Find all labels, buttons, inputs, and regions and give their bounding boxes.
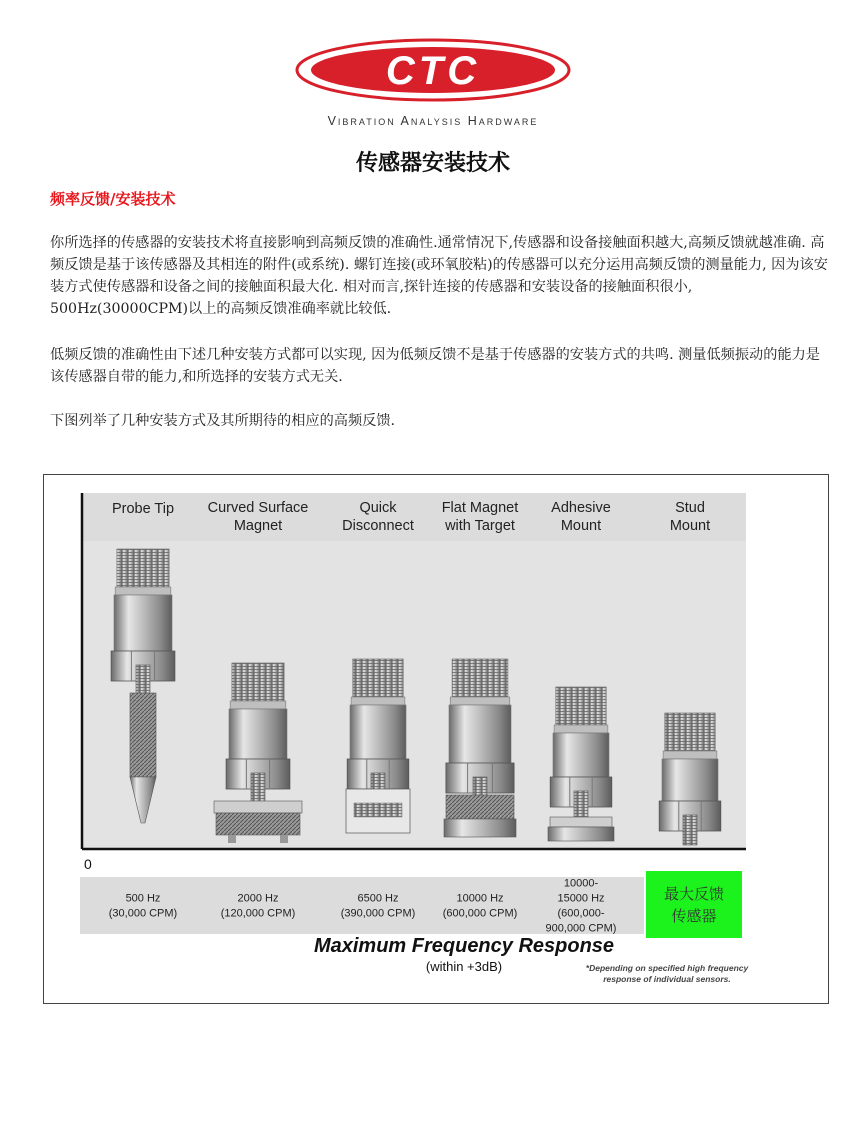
header-label-4: with Target <box>445 518 515 534</box>
paragraph-3: 下图列举了几种安装方式及其所期待的相应的高频反馈. <box>50 413 396 429</box>
header-label-5: Adhesive <box>551 500 611 516</box>
footnote-line-2: response of individual sensors. <box>603 974 731 984</box>
value-label-3: 6500 Hz <box>357 892 399 905</box>
sensor-body <box>553 733 609 777</box>
chart-subtitle: (within +3dB) <box>425 959 503 974</box>
sensor-collar <box>351 697 405 705</box>
header-label-5: Mount <box>560 518 602 534</box>
sensor-stud <box>574 791 588 821</box>
y-origin-label: 0 <box>84 856 92 872</box>
header-label-6: Stud <box>675 500 705 516</box>
footnote-line-1: *Depending on specified high frequency <box>585 963 749 973</box>
target-disk <box>444 819 516 837</box>
header-label-3: Quick <box>359 500 397 516</box>
header-label-3: Disconnect <box>342 518 414 534</box>
ctc-logo <box>294 38 572 130</box>
sensor-thread <box>665 713 715 751</box>
page-title: 传感器安装技术 <box>355 151 510 176</box>
sensor-stud <box>683 815 697 845</box>
magnet-top <box>214 801 302 813</box>
sensor-thread <box>353 659 403 697</box>
magnet-foot <box>280 835 288 843</box>
section-subheading: 频率反馈/安装技术 <box>50 190 176 208</box>
sensor-collar <box>230 701 286 709</box>
max-response-line-1: 最大反馈 <box>663 884 724 903</box>
value-label-5: 900,000 CPM) <box>545 922 617 935</box>
chart-footnote <box>574 963 760 985</box>
magnet-base <box>216 813 300 835</box>
max-response-line-2: 传感器 <box>671 906 717 925</box>
value-label-5: 10000- <box>563 877 599 890</box>
paragraph-1: 你所选择的传感器的安装技术将直接影响到高频反馈的准确性.通常情况下,传感器和设备接触面积越大,高频反馈就越准确. 高频反馈是基于该传感器及其相连的附件(或系统). 螺钉连接(或环氧胶粘)的传感器可以充分运用高频反馈的测量能力, 因为该安装方式使传感器和设备之间的接触面积最大化. 相对而言,探针连接的传感器和安装设备的接触面积很小, 500Hz(30000CPM)以上的高频反馈准确率就比较低. <box>50 235 828 317</box>
sensor-3 <box>346 659 410 833</box>
header-label-2: Curved Surface <box>207 500 309 516</box>
sensor-thread <box>117 549 169 587</box>
sensor-body <box>449 705 511 763</box>
logo-letters: CTC <box>385 49 481 93</box>
value-label-1: (30,000 CPM) <box>108 907 178 920</box>
chart-title: Maximum Frequency Response <box>313 935 615 957</box>
flat-magnet <box>446 795 514 819</box>
header-label-2: Magnet <box>233 518 283 534</box>
probe-knurl <box>130 693 156 777</box>
magnet-foot <box>228 835 236 843</box>
sensor-thread <box>452 659 508 697</box>
value-label-2: (120,000 CPM) <box>220 907 296 920</box>
sensor-stud <box>251 773 265 803</box>
sensor-4 <box>444 659 516 837</box>
value-label-5: (600,000- <box>557 907 605 920</box>
header-label-1: Probe Tip <box>111 501 175 517</box>
paragraph-2: 低频反馈的准确性由下述几种安装方式都可以实现, 因为低频反馈不是基于传感器的安装方式的共鸣. 测量低频振动的能力是该传感器自带的能力,和所选择的安装方式无关. <box>50 347 820 385</box>
value-label-2: 2000 Hz <box>237 892 279 905</box>
value-label-5: 15000 Hz <box>557 892 605 905</box>
sensor-body <box>229 709 287 759</box>
sensor-body <box>350 705 406 759</box>
adhesive-base <box>548 827 614 841</box>
value-label-1: 500 Hz <box>125 892 161 905</box>
header-band <box>82 493 746 541</box>
sensor-body <box>114 595 172 651</box>
sensor-5 <box>548 687 614 841</box>
sensor-collar <box>450 697 510 705</box>
header-label-6: Mount <box>669 518 711 534</box>
header-label-4: Flat Magnet <box>441 500 519 516</box>
sensor-6 <box>659 713 721 845</box>
sensor-collar <box>663 751 717 759</box>
sensor-body <box>662 759 718 801</box>
value-label-4: 10000 Hz <box>456 892 504 905</box>
qd-thread <box>354 803 402 817</box>
value-label-4: (600,000 CPM) <box>442 907 518 920</box>
sensor-stud <box>136 665 150 695</box>
adhesive-pad <box>550 817 612 827</box>
value-label-3: (390,000 CPM) <box>340 907 416 920</box>
sensor-thread <box>556 687 606 725</box>
plot-area <box>82 541 746 849</box>
max-response-box <box>646 871 742 938</box>
sensor-collar <box>554 725 608 733</box>
sensor-collar <box>115 587 171 595</box>
sensor-thread <box>232 663 284 701</box>
frequency-response-figure <box>43 474 829 1004</box>
logo-tagline: Vibration Analysis Hardware <box>327 114 539 128</box>
